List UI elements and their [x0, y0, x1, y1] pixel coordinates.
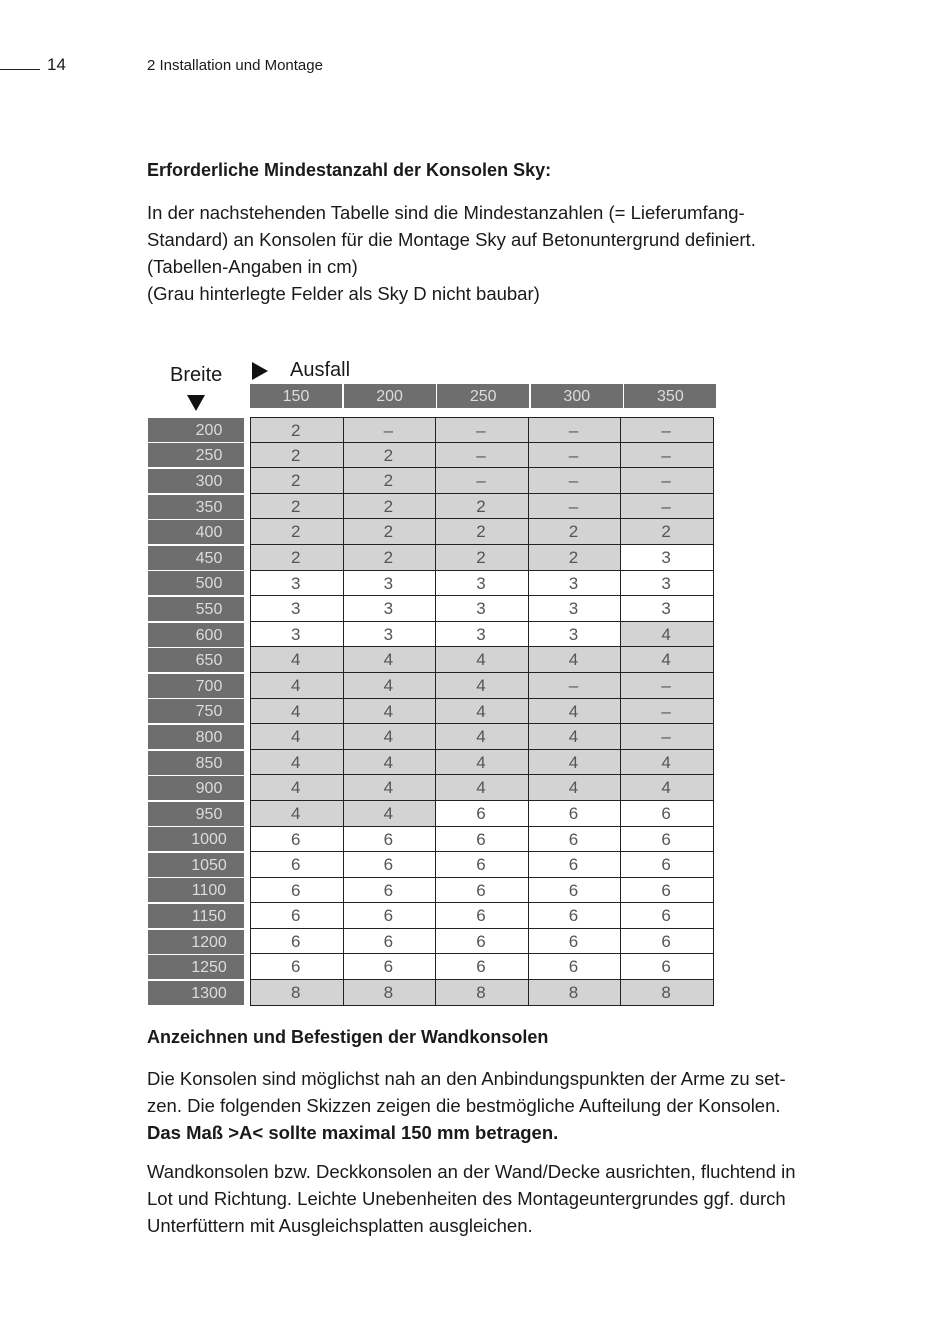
table-cell: 6 — [344, 827, 437, 853]
table-row — [148, 827, 714, 853]
table-cell: 2 — [436, 545, 529, 571]
table-cell: 4 — [436, 699, 529, 725]
row-header — [148, 495, 244, 519]
table-cell: 4 — [436, 775, 529, 801]
table-cell: – — [621, 468, 714, 494]
table-cell: 6 — [621, 827, 714, 853]
row-cells — [250, 775, 714, 801]
table-row — [148, 775, 714, 801]
table-cell: 4 — [436, 647, 529, 673]
row-header-label: 300 — [195, 472, 223, 490]
row-header — [148, 878, 244, 902]
table-cell: 2 — [251, 468, 344, 494]
table-cell: 6 — [436, 801, 529, 827]
row-header — [148, 751, 244, 775]
table-cell: 6 — [621, 878, 714, 904]
row-header — [148, 725, 244, 749]
table-cell: 6 — [436, 852, 529, 878]
table-cell: 3 — [621, 545, 714, 571]
table-row — [148, 647, 714, 673]
row-cells — [250, 571, 714, 597]
table-row — [148, 878, 714, 904]
table-cell: – — [529, 468, 622, 494]
table-cell: 3 — [436, 622, 529, 648]
table-cell: 6 — [251, 954, 344, 980]
row-header-label: 500 — [195, 575, 223, 593]
paragraph-ausrichten — [147, 1158, 837, 1239]
table-cell: 4 — [251, 801, 344, 827]
table-cell: 2 — [251, 494, 344, 520]
row-header — [148, 776, 244, 800]
row-cells — [250, 929, 714, 955]
table-cell: 6 — [529, 852, 622, 878]
table-cell: 4 — [344, 724, 437, 750]
row-cells — [250, 878, 714, 904]
row-header — [148, 520, 244, 544]
note-grey-fields: (Grau hinterlegte Felder als Sky D nicht baubar) — [147, 283, 540, 304]
table-cell: 2 — [344, 443, 437, 469]
table-cell: 6 — [436, 878, 529, 904]
row-header — [148, 571, 244, 595]
table-cell: 2 — [344, 468, 437, 494]
table-cell: 3 — [529, 571, 622, 597]
table-cell: 6 — [344, 929, 437, 955]
row-header-label: 650 — [195, 652, 223, 670]
table-cell: 4 — [621, 622, 714, 648]
table-cell: 2 — [251, 545, 344, 571]
row-cells — [250, 827, 714, 853]
table-cell: 4 — [621, 647, 714, 673]
table-cell: 6 — [436, 954, 529, 980]
row-header — [148, 930, 244, 954]
table-cell: 4 — [251, 724, 344, 750]
table-cell: 6 — [436, 903, 529, 929]
table-cell: 6 — [436, 929, 529, 955]
row-header-label: 1150 — [191, 908, 227, 926]
table-row — [148, 903, 714, 929]
row-header-label: 1200 — [191, 933, 227, 951]
table-row — [148, 724, 714, 750]
para2-line-2: Lot und Richtung. Leichte Unebenheiten des Montageuntergrundes ggf. durch — [147, 1188, 786, 1209]
table-cell: 3 — [344, 571, 437, 597]
table-row — [148, 622, 714, 648]
table-cell: – — [529, 417, 622, 443]
table-cell: 4 — [344, 673, 437, 699]
table-cell: 6 — [251, 903, 344, 929]
row-header — [148, 827, 244, 851]
table-cell: – — [621, 699, 714, 725]
table-cell: 6 — [344, 954, 437, 980]
table-cell: 6 — [251, 827, 344, 853]
row-header-label: 700 — [195, 677, 223, 695]
row-cells — [250, 673, 714, 699]
table-cell: 6 — [344, 903, 437, 929]
section-heading-wandkonsolen: Anzeichnen und Befestigen der Wandkonsolen — [147, 1027, 549, 1047]
table-cell: 8 — [529, 980, 622, 1006]
table-cell: – — [621, 673, 714, 699]
table-cell: – — [529, 673, 622, 699]
row-header-label: 250 — [195, 447, 223, 465]
table-cell: 4 — [251, 647, 344, 673]
table-cell: 3 — [251, 571, 344, 597]
table-cell: 6 — [529, 801, 622, 827]
para2-line-1: Wandkonsolen bzw. Deckkonsolen an der Wand/Decke ausrichten, fluchtend in — [147, 1161, 796, 1182]
table-row — [148, 750, 714, 776]
table-cell: 4 — [436, 673, 529, 699]
row-cells — [250, 468, 714, 494]
table-cell: – — [529, 494, 622, 520]
table-cell: 4 — [529, 775, 622, 801]
table-row — [148, 468, 714, 494]
table-cell: – — [436, 468, 529, 494]
table-cell: – — [621, 494, 714, 520]
table-cell: 6 — [436, 827, 529, 853]
row-header-label: 400 — [195, 524, 223, 542]
table-cell: 4 — [344, 750, 437, 776]
para1-line-1: Die Konsolen sind möglichst nah an den Anbindungspunkten der Arme zu set- — [147, 1068, 786, 1089]
table-cell: 2 — [621, 519, 714, 545]
row-cells — [250, 647, 714, 673]
table-row — [148, 954, 714, 980]
table-row — [148, 545, 714, 571]
table-cell: 3 — [344, 622, 437, 648]
column-header: 250 — [437, 384, 529, 408]
row-header — [148, 623, 244, 647]
table-cell: 2 — [436, 494, 529, 520]
table-cell: 8 — [344, 980, 437, 1006]
table-cell: 6 — [621, 903, 714, 929]
table-cell: 3 — [529, 622, 622, 648]
row-header — [148, 597, 244, 621]
table-cell: 4 — [344, 801, 437, 827]
arrow-right-icon — [252, 362, 268, 380]
table-cell: – — [436, 443, 529, 469]
table-cell: 6 — [529, 954, 622, 980]
row-header-label: 1300 — [191, 984, 227, 1002]
table-cell: 3 — [436, 596, 529, 622]
table-row — [148, 571, 714, 597]
table-cell: 6 — [529, 903, 622, 929]
table-cell: 6 — [529, 878, 622, 904]
table-cell: – — [344, 417, 437, 443]
table-cell: 6 — [621, 954, 714, 980]
row-header-label: 600 — [195, 626, 223, 644]
table-cell: 8 — [621, 980, 714, 1006]
table-cell: 4 — [344, 699, 437, 725]
table-cell: 2 — [529, 545, 622, 571]
row-cells — [250, 699, 714, 725]
table-cell: 6 — [621, 852, 714, 878]
col-axis-label: Ausfall — [290, 359, 351, 381]
row-header-label: 900 — [195, 780, 223, 798]
row-cells — [250, 801, 714, 827]
row-header — [148, 648, 244, 672]
table-row — [148, 519, 714, 545]
row-header-label: 1250 — [191, 959, 227, 977]
table-cell: 2 — [344, 519, 437, 545]
table-row — [148, 494, 714, 520]
table-cell: 4 — [436, 750, 529, 776]
row-cells — [250, 852, 714, 878]
row-header — [148, 853, 244, 877]
table-cell: 4 — [251, 699, 344, 725]
console-table — [148, 417, 714, 1006]
column-header: 150 — [250, 384, 342, 408]
row-cells — [250, 443, 714, 469]
table-row — [148, 980, 714, 1006]
table-row — [148, 801, 714, 827]
page-number: 14 — [47, 55, 66, 74]
table-row — [148, 929, 714, 955]
table-cell: – — [621, 417, 714, 443]
table-cell: 4 — [529, 724, 622, 750]
row-cells — [250, 903, 714, 929]
row-cells — [250, 954, 714, 980]
table-cell: 3 — [251, 622, 344, 648]
table-cell: 2 — [251, 443, 344, 469]
table-cell: – — [621, 443, 714, 469]
row-cells — [250, 980, 714, 1006]
row-header-label: 450 — [195, 549, 223, 567]
row-cells — [250, 750, 714, 776]
table-cell: 4 — [621, 775, 714, 801]
row-cells — [250, 545, 714, 571]
row-header — [148, 981, 244, 1005]
row-header — [148, 469, 244, 493]
row-cells — [250, 724, 714, 750]
table-row — [148, 699, 714, 725]
row-cells — [250, 417, 714, 443]
para2-line-3: Unterfüttern mit Ausgleichsplatten ausgleichen. — [147, 1215, 533, 1236]
row-header-label: 1100 — [191, 882, 227, 900]
row-header-label: 350 — [195, 498, 223, 516]
table-cell: – — [621, 724, 714, 750]
row-header — [148, 904, 244, 928]
paragraph-konsolen-position — [147, 1065, 837, 1146]
para1-line-3-bold: Das Maß >A< sollte maximal 150 mm betragen. — [147, 1122, 559, 1143]
row-header — [148, 802, 244, 826]
row-header — [148, 699, 244, 723]
table-cell: 2 — [251, 417, 344, 443]
intro-paragraph — [147, 199, 837, 253]
table-cell: 2 — [344, 494, 437, 520]
table-cell: 2 — [529, 519, 622, 545]
row-header — [148, 955, 244, 979]
table-cell: 3 — [621, 596, 714, 622]
table-cell: 4 — [251, 775, 344, 801]
table-cell: 4 — [529, 647, 622, 673]
row-header-label: 550 — [195, 600, 223, 618]
column-header-row — [250, 384, 718, 408]
column-header: 350 — [624, 384, 716, 408]
arrow-down-icon — [187, 395, 205, 411]
table-row — [148, 417, 714, 443]
table-cell: 6 — [251, 852, 344, 878]
row-axis-label: Breite — [170, 364, 223, 386]
row-header-label: 800 — [195, 728, 223, 746]
table-cell: 2 — [251, 519, 344, 545]
table-cell: 3 — [621, 571, 714, 597]
row-cells — [250, 622, 714, 648]
table-cell: 6 — [251, 929, 344, 955]
note-units: (Tabellen-Angaben in cm) — [147, 256, 358, 277]
row-cells — [250, 519, 714, 545]
row-header-label: 750 — [195, 703, 223, 721]
table-cell: 2 — [436, 519, 529, 545]
table-cell: 6 — [251, 878, 344, 904]
intro-line-1: In der nachstehenden Tabelle sind die Mindestanzahlen (= Lieferumfang- — [147, 202, 745, 223]
table-cell: – — [436, 417, 529, 443]
intro-line-2: Standard) an Konsolen für die Montage Sky auf Betonuntergrund definiert. — [147, 229, 756, 250]
table-cell: 4 — [251, 750, 344, 776]
row-header-label: 200 — [195, 421, 223, 439]
row-cells — [250, 494, 714, 520]
row-header — [148, 674, 244, 698]
table-cell: 8 — [436, 980, 529, 1006]
table-cell: 4 — [529, 750, 622, 776]
column-header: 300 — [531, 384, 623, 408]
header-rule — [0, 69, 40, 70]
table-cell: 6 — [529, 827, 622, 853]
table-cell: 6 — [344, 878, 437, 904]
table-row — [148, 673, 714, 699]
table-cell: 6 — [621, 929, 714, 955]
row-header — [148, 418, 244, 442]
table-cell: 4 — [251, 673, 344, 699]
table-cell: 3 — [529, 596, 622, 622]
table-cell: 4 — [344, 647, 437, 673]
row-header-label: 1000 — [191, 831, 227, 849]
table-row — [148, 443, 714, 469]
table-row — [148, 596, 714, 622]
row-header-label: 1050 — [191, 856, 227, 874]
table-cell: – — [529, 443, 622, 469]
table-cell: 3 — [344, 596, 437, 622]
table-cell: 4 — [344, 775, 437, 801]
table-cell: 4 — [621, 750, 714, 776]
table-row — [148, 852, 714, 878]
table-cell: 3 — [251, 596, 344, 622]
table-cell: 6 — [344, 852, 437, 878]
row-header — [148, 546, 244, 570]
table-cell: 4 — [529, 699, 622, 725]
row-header — [148, 443, 244, 467]
column-header: 200 — [344, 384, 436, 408]
table-cell: 4 — [436, 724, 529, 750]
row-cells — [250, 596, 714, 622]
table-cell: 6 — [529, 929, 622, 955]
para1-line-2: zen. Die folgenden Skizzen zeigen die bestmögliche Aufteilung der Konsolen. — [147, 1095, 781, 1116]
row-header-label: 850 — [195, 754, 223, 772]
row-header-label: 950 — [195, 805, 223, 823]
table-cell: 8 — [251, 980, 344, 1006]
chapter-title: 2 Installation und Montage — [147, 57, 323, 74]
table-cell: 2 — [344, 545, 437, 571]
table-cell: 6 — [621, 801, 714, 827]
section-heading-konsolen: Erforderliche Mindestanzahl der Konsolen Sky: — [147, 160, 552, 180]
table-cell: 3 — [436, 571, 529, 597]
